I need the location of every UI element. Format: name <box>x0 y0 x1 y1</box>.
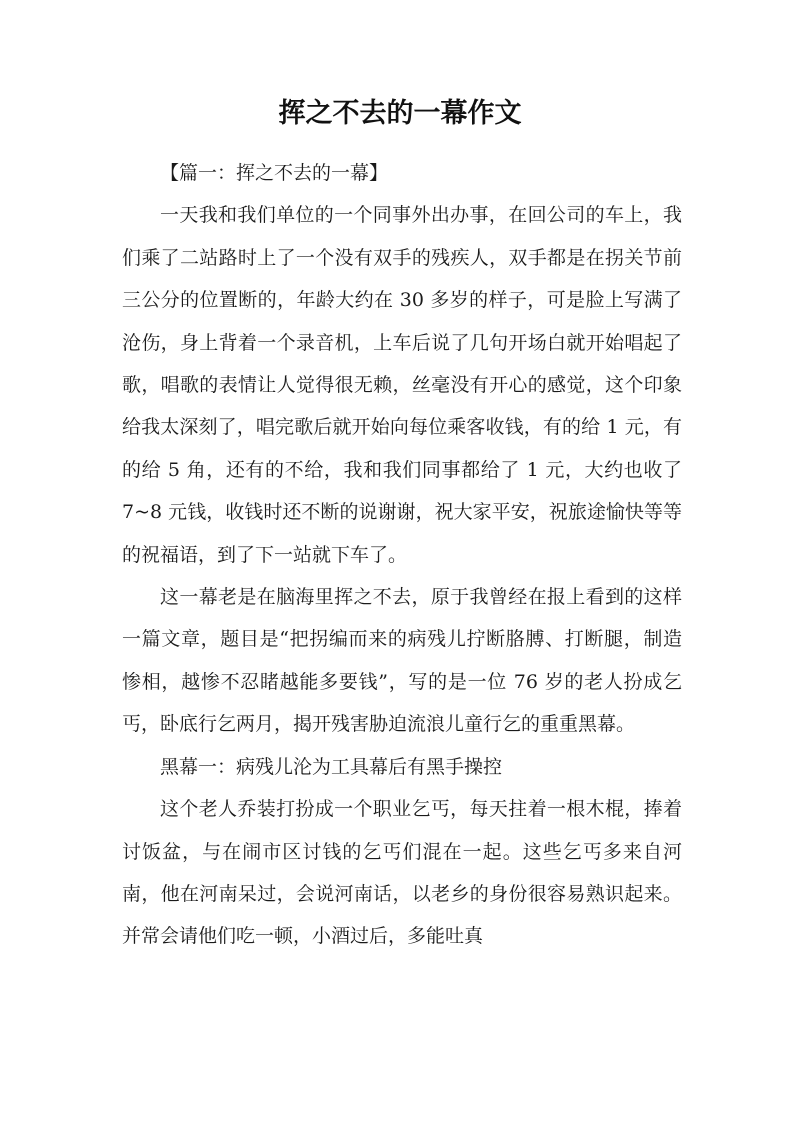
subheading: 黑幕一：病残儿沦为工具幕后有黑手操控 <box>160 755 503 778</box>
section-heading: 【篇一：挥之不去的一幕】 <box>160 162 389 184</box>
document-title: 挥之不去的一幕作文 <box>278 98 522 129</box>
document-body <box>122 152 682 958</box>
paragraph: 这一幕老是在脑海里挥之不去，原于我曾经在报上看到的这样一篇文章，题目是“把拐编而来的病残儿拧断胳膊、打断腿，制造惨相，越惨不忍睹越能多要钱”，写的是一位 76 岁的老人扮成乞丐，卧底行乞两月，揭开残害胁迫流浪儿童行乞的重重黑幕。 <box>122 586 682 736</box>
paragraph: 一天我和我们单位的一个同事外出办事，在回公司的车上，我们乘了二站路时上了一个没有双手的残疾人，双手都是在拐关节前三公分的位置断的，年龄大约在 30 多岁的样子，可是脸上写满了沧伤，身上背着一个录音机，上车后说了几句开场白就开始唱起了歌，唱歌的表情让人觉得很无赖，丝毫没有开心的感觉，这个印象给我太深刻了，唱完歌后就开始向每位乘客收钱，有的给 1 元，有的给 5 角，还有的不给，我和我们同事都给了 1 元，大约也收了 7~8 元钱，收钱时还不断的说谢谢，祝大家平安，祝旅途愉快等等的祝福语，到了下一站就下车了。 <box>122 204 682 566</box>
paragraph: 这个老人乔装打扮成一个职业乞丐，每天拄着一根木棍，捧着讨饭盆，与在闹市区讨钱的乞丐们混在一起。这些乞丐多来自河南，他在河南呆过，会说河南话，以老乡的身份很容易熟识起来。并常会请他们吃一顿，小酒过后，多能吐真 <box>122 798 682 948</box>
